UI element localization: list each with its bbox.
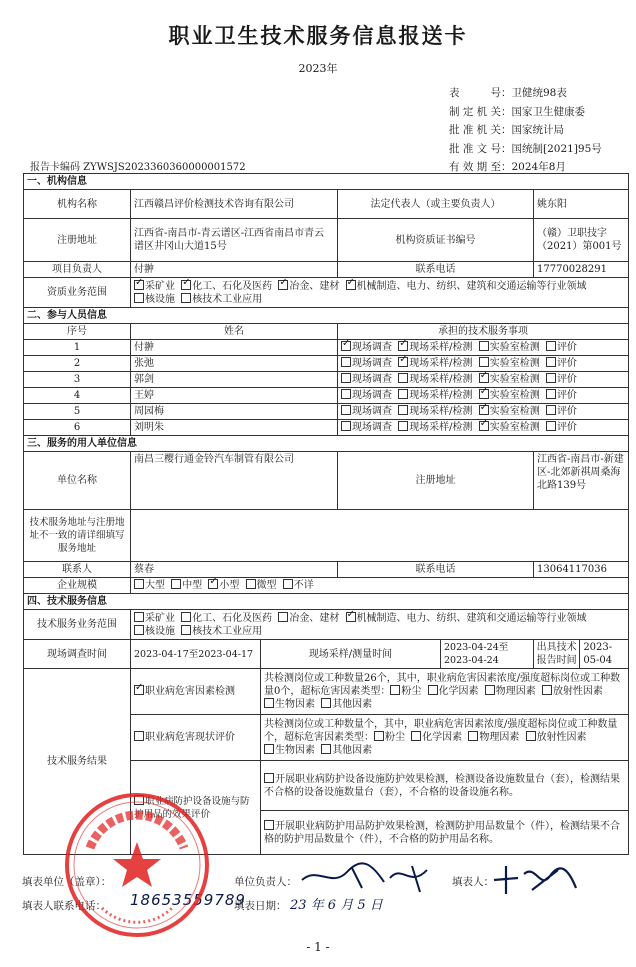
checkbox-option: 现场调查: [341, 358, 392, 369]
checkbox-option: 化学因素: [428, 686, 479, 697]
checkbox-icon: [264, 820, 274, 830]
person-row: [24, 356, 629, 372]
checkbox-icon: [546, 405, 556, 415]
checkbox-icon: [479, 421, 489, 431]
institution-name-label: 机构名称: [24, 190, 131, 219]
checkbox-icon: [374, 731, 384, 741]
person-row: [24, 388, 629, 404]
project-leader: 付翀: [131, 262, 338, 278]
checkbox-option: 现场调查: [341, 406, 392, 417]
checkbox-option: 不详: [283, 580, 314, 591]
institution-address-label: 注册地址: [24, 219, 131, 262]
meta-row: 表号：卫健统98表: [449, 87, 567, 99]
checkbox-icon: [428, 685, 438, 695]
checkbox-icon: [341, 405, 351, 415]
report-card-code: 报告卡编码 ZYWSJS2023360360000001572: [30, 162, 246, 173]
service-scope-label: 技术服务业务范围: [24, 610, 131, 640]
checkbox-icon: [278, 280, 288, 290]
checkbox-option: 现场调查: [341, 422, 392, 433]
meta-row: 有效期至：2024年8月: [449, 161, 566, 173]
employer-phone-label: 联系电话: [338, 562, 534, 578]
checkbox-option: ✓ 化工、石化及医药: [181, 281, 272, 292]
checkbox-option: 放射性因素: [542, 686, 603, 697]
col-header-name: 姓名: [131, 324, 338, 340]
result-detection-text: 共检测岗位或工种数量26个，其中，职业病危害因素浓度/强度超标岗位或工种数量0个，超标危害因素类型： 粉尘 化学因素 物理因素 放射性因素 生物因素 其他因素: [261, 669, 629, 715]
checkbox-icon: [341, 389, 351, 399]
checkbox-icon: [134, 579, 144, 589]
checkbox-option: ✓ 实验室检测: [479, 406, 540, 417]
checkbox-icon: [208, 579, 218, 589]
checkbox-option: 评价: [546, 406, 577, 417]
checkbox-icon: [546, 389, 556, 399]
checkbox-icon: [468, 731, 478, 741]
meta-row: 批准文号：国统制[2021]95号: [449, 142, 602, 155]
checkbox-option: 现场调查: [341, 390, 392, 401]
checkbox-icon: [398, 341, 408, 351]
fill-unit-label: 填表单位（盖章）：: [22, 876, 112, 888]
checkbox-option: 评价: [546, 422, 577, 433]
checkbox-option: 生物因素: [264, 745, 315, 756]
checkbox-icon: [134, 280, 144, 290]
checkbox-icon: [171, 579, 181, 589]
checkbox-icon: [411, 731, 421, 741]
checkbox-icon: [546, 373, 556, 383]
checkbox-icon: [398, 357, 408, 367]
checkbox-option: 评价: [546, 342, 577, 353]
filler-phone-label: 填表人联系电话：: [22, 900, 106, 912]
fill-date-label: 填表日期：: [234, 900, 287, 912]
checkbox-option: 现场采样/检测: [398, 374, 472, 385]
checkbox-icon: [264, 773, 274, 783]
fill-date-handwritten: 23 年 6 月 5 日: [290, 898, 383, 913]
filler-label: 填表人：: [452, 876, 494, 888]
checkbox-icon: [341, 357, 351, 367]
checkbox-option: 评价: [546, 374, 577, 385]
checkbox-icon: [264, 698, 274, 708]
checkbox-icon: [181, 280, 191, 290]
employer-address: 江西省-南昌市-新建区-北郊新祺周桑海北路139号: [534, 452, 629, 510]
checkbox-option: ✓ 机械制造、电力、纺织、建筑和交通运输等行业领域: [346, 613, 587, 624]
legal-rep: 姚东阳: [534, 190, 629, 219]
survey-time-label: 现场调查时间: [24, 640, 131, 669]
section-service-title: 四、技术服务信息: [24, 594, 629, 610]
person-no: 3: [24, 372, 131, 388]
checkbox-icon: [283, 579, 293, 589]
section-personnel-title: 二、参与人员信息: [24, 308, 629, 324]
checkbox-option: 现场采样/检测: [398, 422, 472, 433]
checkbox-option: ✓ 现场采样/检测: [398, 342, 472, 353]
checkbox-option: 化工、石化及医药: [181, 613, 272, 624]
project-leader-label: 项目负责人: [24, 262, 131, 278]
checkbox-option: 粉尘: [374, 732, 405, 743]
checkbox-icon: [181, 293, 191, 303]
checkbox-icon: [341, 373, 351, 383]
service-scope: [131, 610, 629, 640]
filler-phone-handwritten: 18653559789: [130, 891, 246, 909]
person-name: 刘明朱: [131, 420, 338, 436]
col-header-no: 序号: [24, 324, 131, 340]
checkbox-icon: [526, 731, 536, 741]
employer-address-label: 注册地址: [338, 452, 534, 510]
person-duties: [338, 372, 629, 388]
checkbox-icon: [479, 405, 489, 415]
checkbox-option: 放射性因素: [526, 732, 587, 743]
employer-contact-label: 联系人: [24, 562, 131, 578]
leader-phone: 17770028291: [534, 262, 629, 278]
checkbox-icon: [341, 341, 351, 351]
checkbox-icon: [542, 685, 552, 695]
checkbox-option: 粉尘: [390, 686, 421, 697]
qualification-scope: [131, 278, 629, 308]
survey-time: 2023-04-17至2023-04-17: [131, 640, 261, 669]
checkbox-option: 现场采样/检测: [398, 390, 472, 401]
checkbox-option: 核设施: [134, 626, 175, 637]
checkbox-icon: [479, 341, 489, 351]
checkbox-option: 现场调查: [341, 374, 392, 385]
person-name: 周园梅: [131, 404, 338, 420]
result-detection-label: ✓职业病危害因素检测: [131, 669, 261, 715]
checkbox-option: 现场采样/检测: [398, 406, 472, 417]
meta-row: 批准机关：国家统计局: [449, 124, 564, 136]
employer-name-label: 单位名称: [24, 452, 131, 510]
checkbox-option: 实验室检测: [479, 358, 540, 369]
checkbox-icon: [134, 685, 144, 695]
cert-number: （赣）卫职技字（2021）第001号: [534, 219, 629, 262]
checkbox-option: ✓ 实验室检测: [479, 390, 540, 401]
checkbox-icon: [264, 744, 274, 754]
checkbox-icon: [181, 612, 191, 622]
person-duties: [338, 356, 629, 372]
sampling-time-label: 现场采样/测量时间: [261, 640, 441, 669]
person-no: 5: [24, 404, 131, 420]
checkbox-icon: [134, 612, 144, 622]
report-year: 2023年: [298, 62, 338, 75]
enterprise-size: [131, 578, 629, 594]
person-row: [24, 372, 629, 388]
info-card-table: [23, 173, 629, 855]
unit-head-signature: [292, 858, 442, 898]
checkbox-option: 实验室检测: [479, 342, 540, 353]
report-time-label: 出具技术报告时间: [534, 640, 580, 668]
employer-name: 南昌三樱行通金铃汽车制管有限公司: [131, 452, 338, 510]
company-seal-stamp: [62, 790, 212, 940]
person-name: 郭剑: [131, 372, 338, 388]
checkbox-icon: [390, 685, 400, 695]
checkbox-option: ✓ 现场采样/检测: [398, 358, 472, 369]
checkbox-icon: [398, 389, 408, 399]
form-metadata: [449, 84, 602, 177]
person-no: 2: [24, 356, 131, 372]
enterprise-size-label: 企业规模: [24, 578, 131, 594]
result-equipment-text: 开展职业病防护设备设施防护效果检测，检测设备设施数量台（套），检测结果不合格的设备设施数量台（套），不合格的设备设施名称。: [261, 761, 629, 811]
service-address: [131, 510, 629, 562]
checkbox-option: ✓采矿业: [134, 281, 175, 292]
checkbox-icon: [321, 698, 331, 708]
checkbox-option: 核设施: [134, 294, 175, 305]
checkbox-icon: [398, 421, 408, 431]
checkbox-icon: [546, 421, 556, 431]
person-no: 1: [24, 340, 131, 356]
person-name: 张弛: [131, 356, 338, 372]
legal-rep-label: 法定代表人（或主要负责人）: [338, 190, 534, 219]
checkbox-icon: [546, 357, 556, 367]
checkbox-icon: [278, 612, 288, 622]
cert-number-label: 机构资质证书编号: [338, 219, 534, 262]
checkbox-option: 其他因素: [321, 699, 372, 710]
checkbox-option: ✓ 实验室检测: [479, 422, 540, 433]
person-duties: [338, 420, 629, 436]
checkbox-option: 物理因素: [485, 686, 536, 697]
checkbox-icon: [181, 625, 191, 635]
checkbox-icon: [246, 579, 256, 589]
page-title: 职业卫生技术服务信息报送卡: [168, 23, 468, 48]
person-name: 王婷: [131, 388, 338, 404]
checkbox-icon: [321, 744, 331, 754]
checkbox-icon: [341, 421, 351, 431]
sampling-time: 2023-04-24至2023-04-24: [441, 640, 534, 669]
report-time: 2023-05-04: [583, 642, 613, 666]
checkbox-icon: [134, 625, 144, 635]
checkbox-option: 中型: [171, 580, 202, 591]
institution-name: 江西赣昌评价检测技术咨询有限公司: [131, 190, 338, 219]
result-ppe-text: 开展职业病防护用品防护效果检测，检测防护用品数量个（件），检测结果不合格的防护用品数量个（件），不合格的防护用品名称。: [261, 811, 629, 855]
checkbox-option: ✓ 机械制造、电力、纺织、建筑和交通运输等行业领域: [346, 281, 587, 292]
checkbox-option: ✓ 现场调查: [341, 342, 392, 353]
person-no: 6: [24, 420, 131, 436]
checkbox-option: 采矿业: [134, 613, 175, 624]
checkbox-icon: [479, 373, 489, 383]
checkbox-option: 核技术工业应用: [181, 626, 262, 637]
checkbox-option: ✓ 实验室检测: [479, 374, 540, 385]
checkbox-icon: [398, 373, 408, 383]
checkbox-icon: [398, 405, 408, 415]
checkbox-option: 评价: [546, 390, 577, 401]
results-label: 技术服务结果: [24, 669, 131, 855]
employer-contact: 蔡春: [131, 562, 338, 578]
checkbox-icon: [479, 389, 489, 399]
result-evaluation-text: 共检测岗位或工种数量个，其中，职业病危害因素浓度/强度超标岗位或工种数量个，超标危害因素类型： 粉尘 化学因素 物理因素 放射性因素 生物因素 其他因素: [261, 715, 629, 761]
person-duties: [338, 404, 629, 420]
checkbox-option: ✓ 小型: [208, 580, 239, 591]
person-duties: [338, 388, 629, 404]
person-row: [24, 340, 629, 356]
leader-phone-label: 联系电话: [338, 262, 534, 278]
checkbox-option: 核技术工业应用: [181, 294, 262, 305]
person-name: 付翀: [131, 340, 338, 356]
checkbox-icon: [346, 612, 356, 622]
checkbox-icon: [346, 280, 356, 290]
checkbox-option: 微型: [246, 580, 277, 591]
employer-phone: 13064117036: [534, 562, 629, 578]
checkbox-option: 大型: [134, 580, 165, 591]
checkbox-icon: [485, 685, 495, 695]
person-row: [24, 420, 629, 436]
section-employer-title: 三、服务的用人单位信息: [24, 436, 629, 452]
unit-head-label: 单位负责人：: [234, 876, 297, 888]
checkbox-option: 生物因素: [264, 699, 315, 710]
institution-address: 江西省-南昌市-青云谱区-江西省南昌市青云谱区井冈山大道15号: [131, 219, 338, 262]
checkbox-option: 化学因素: [411, 732, 462, 743]
checkbox-option: 物理因素: [468, 732, 519, 743]
section-institution-title: 一、机构信息: [24, 174, 629, 190]
service-address-note-label: 技术服务地址与注册地址不一致的请详细填写服务地址: [24, 510, 131, 562]
checkbox-option: 冶金、建材: [278, 613, 339, 624]
checkbox-option: 其他因素: [321, 745, 372, 756]
filler-signature: [488, 860, 583, 900]
col-header-duty: 承担的技术服务事项: [338, 324, 629, 340]
person-no: 4: [24, 388, 131, 404]
result-protection-label: 职业病防护设备设施与防护用品的效果评价: [131, 761, 261, 855]
checkbox-icon: [134, 731, 144, 741]
checkbox-icon: [479, 357, 489, 367]
person-duties: [338, 340, 629, 356]
person-row: [24, 404, 629, 420]
checkbox-option: ✓ 冶金、建材: [278, 281, 339, 292]
page-number: - 1 -: [306, 940, 330, 954]
meta-row: 制定机关：国家卫生健康委: [449, 105, 585, 118]
checkbox-option: 评价: [546, 358, 577, 369]
result-evaluation-label: 职业病危害现状评价: [131, 715, 261, 761]
checkbox-icon: [134, 293, 144, 303]
checkbox-icon: [546, 341, 556, 351]
qualification-scope-label: 资质业务范围: [24, 278, 131, 308]
